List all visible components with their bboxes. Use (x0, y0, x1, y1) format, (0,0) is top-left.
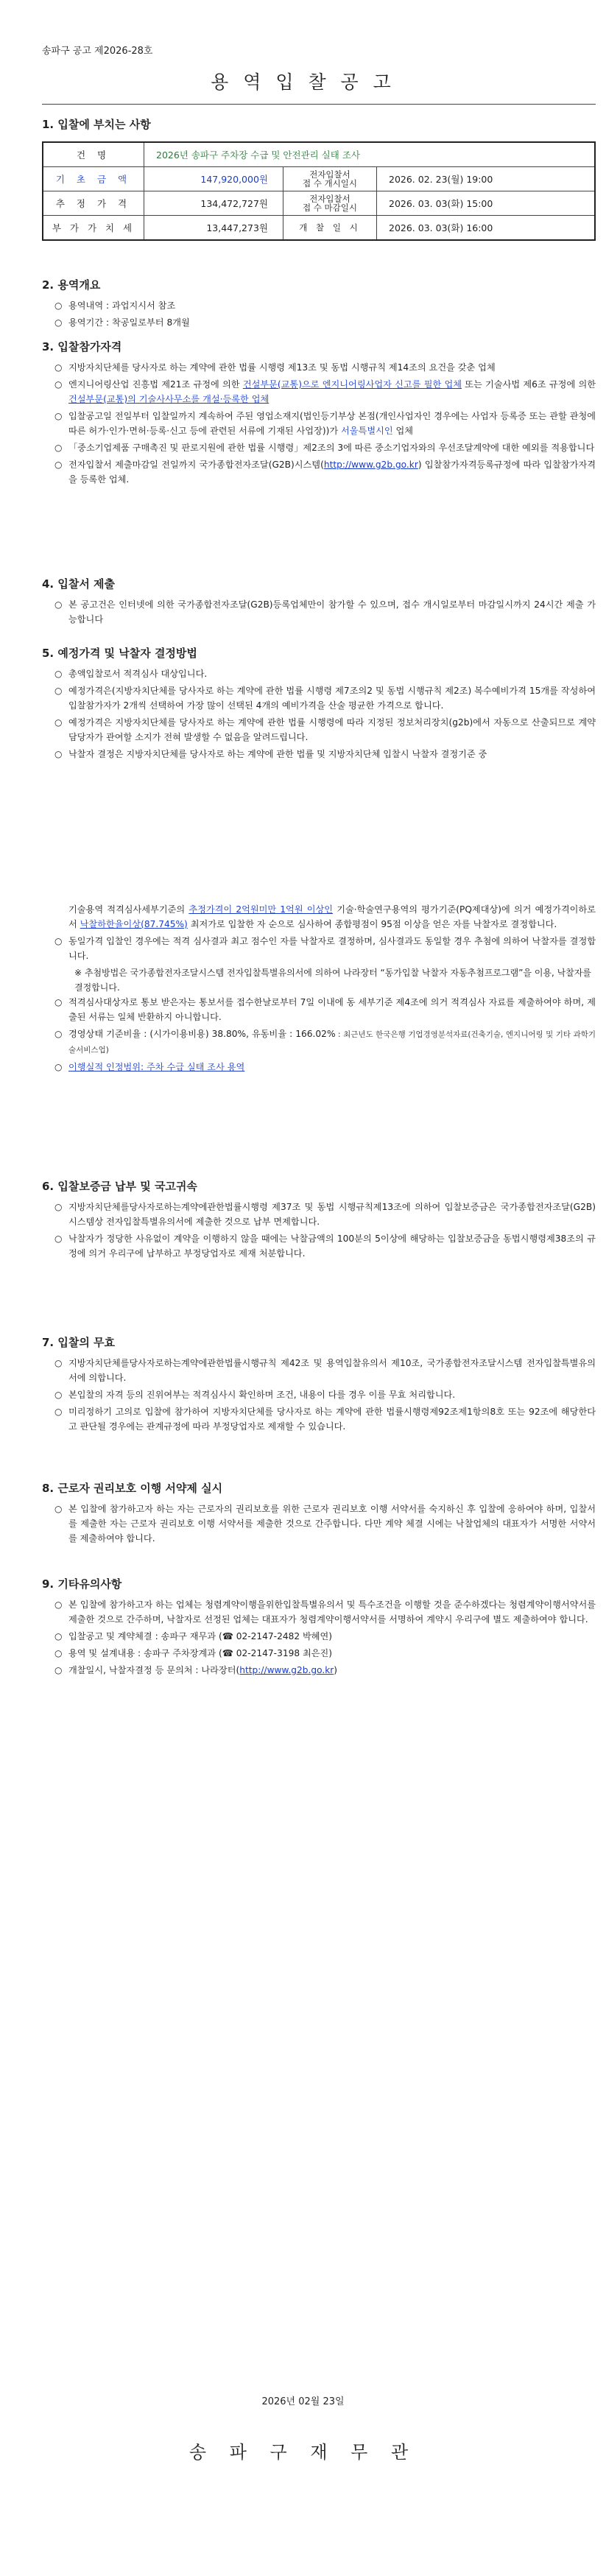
list-item: ○ 경영상태 기준비율 : (시가이용비용) 38.80%, 유동비율 : 166.02% : 최근년도 한국은행 기업경영분석자료(건축기술, 엔지니어링 및 기타 과학기술서비스업) (54, 1029, 596, 1055)
table-label: 전자입찰서 접 수 개시일시 (283, 167, 377, 191)
section-3-heading: 3. 입찰참가자격 (42, 340, 122, 353)
document-title: 용 역 입 찰 공 고 (211, 71, 395, 93)
section-7 (42, 1334, 596, 1436)
table-row (43, 142, 595, 167)
list-item: ○ 전자입찰서 제출마감일 전일까지 국가종합전자조달(G2B)시스템(http://www.g2b.go.kr) 입찰참가자격등록규정에 따라 입찰참가자격을 등록한 업체. (54, 460, 596, 485)
vat-amount: 13,447,273원 (144, 216, 283, 241)
section-6-heading: 6. 입찰보증금 납부 및 국고귀속 (42, 1180, 197, 1193)
list-item: ○ 미리정하기 고의로 입찰에 참가하여 지방자치단체를 당사자로 하는 계약에 관한 법률시행령제92조제1항의8호 또는 92조에 해당한다고 판단될 경우에는 관계규정에 따라 부정당업자로 제재할 수 있습니다. (54, 1407, 596, 1432)
list-item: ○ 낙찰자가 정당한 사유없이 계약을 이행하지 않을 때에는 낙찰금액의 100분의 5이상에 해당하는 입찰보증금을 동법시행령제38조의 규정에 의거 우리구에 납부하고 부정당업자로 제재 처분합니다. (54, 1234, 596, 1259)
g2b-link[interactable]: http://www.g2b.go.kr (323, 460, 418, 470)
section-9 (42, 1576, 596, 1680)
section-2-heading: 2. 용역개요 (42, 278, 101, 292)
list-item: ○ 본 공고건은 인터넷에 의한 국가종합전자조달(G2B)등록업체만이 참가할 수 있으며, 접수 개시일로부터 마감일시까지 24시간 제출 가능합니다 (54, 599, 596, 624)
table-row (43, 167, 595, 191)
list-item: ○ 낙찰자 결정은 지방자치단체를 당사자로 하는 계약에 관한 법률 및 지방자치단체 입찰시 낙찰자 결정기준 중 (54, 749, 487, 759)
section-8-heading: 8. 근로자 권리보호 이행 서약제 실시 (42, 1482, 223, 1495)
section-4 (42, 576, 596, 629)
note: ※ 추첨방법은 국가종합전자조달시스템 전자입찰특별유의서에 의하여 나라장터 “동가입찰 낙찰자 자동추첨프로그램”을 이용, 낙찰자를 결정합니다. (74, 968, 592, 993)
opening-datetime: 2026. 03. 03(화) 16:00 (377, 216, 596, 241)
list-item: ○ 적격심사대상자로 통보 받은자는 통보서를 접수한날로부터 7일 이내에 동 세부기준 제4조에 의거 적격심사 자료를 제출하여야 하며, 제출된 서류는 일체 반환하지 아니합니다. (54, 997, 596, 1022)
section-1-heading: 1. 입찰에 부치는 사항 (42, 118, 151, 131)
list-item: ○ 지방자치단체를 당사자로 하는 계약에 관한 법률 시행령 제13조 및 동법 시행규칙 제14조의 요건을 갖춘 업체 (54, 362, 496, 373)
table-label: 추 정 가 격 (43, 191, 144, 216)
list-item: ○ 입찰공고 및 계약체결 : 송파구 재무과 (☎ 02-2147-2482 박혜연) (54, 1631, 333, 1641)
section-4-heading: 4. 입찰서 제출 (42, 577, 116, 591)
estimated-price: 134,472,727원 (144, 191, 283, 216)
base-amount: 147,920,000원 (144, 167, 283, 191)
table-row (43, 216, 595, 241)
list-item: ○ 이행실적 인정범위: 주차 수급 실태 조사 용역 (54, 1062, 245, 1072)
bid-close-datetime: 2026. 03. 03(화) 15:00 (377, 191, 596, 216)
list-item: ○ 용역내역 : 과업지시서 참조 (54, 300, 176, 311)
section-2 (42, 277, 596, 332)
list-item: ○ 용역기간 : 착공일로부터 8개월 (54, 317, 190, 328)
g2b-link[interactable]: http://www.g2b.go.kr (239, 1665, 334, 1675)
list-item: ○ 총액입찰로서 적격심사 대상입니다. (54, 669, 208, 679)
list-item: ○ 본 입찰에 참가하고자 하는 자는 근로자의 권리보호를 위한 근로자 권리보호 이행 서약서를 숙지하신 후 입찰에 응하여야 하며, 입찰서를 제출한 자는 근로자 권리보호 이행 서약서를 제출한 것으로 간주합니다. 다만 계약 체결 시에는 낙찰업체의 대표자가 서명한 서약서를 제출하여야 합니다. (54, 1504, 596, 1544)
list-item: ○ 지방자치단체를당사자로하는계약에관한법률시행규칙 제42조 및 용역입찰유의서 제10조, 국가종합전자조달시스템 전자입찰특별유의서에 의합니다. (54, 1358, 596, 1383)
section-8 (42, 1480, 596, 1548)
list-item: ○ 지방자치단체를당사자로하는계약에관한법률시행령 제37조 및 동법 시행규칙제13조에 의하여 입찰보증금은 국가종합전자조달(G2B)시스템상 전자입찰특별유의서에 제출한 것으로 납부 면제합니다. (54, 1202, 596, 1227)
section-1 (42, 116, 596, 138)
list-item: ○ 「중소기업제품 구매촉진 및 판로지원에 관한 법률 시행령」제2조의 3에 따른 중소기업자와의 우선조달계약에 대한 예외를 적용합니다 (54, 443, 595, 453)
project-name: 2026년 송파구 주차장 수급 및 안전관리 실태 조사 (144, 142, 596, 167)
table-label: 기 초 금 액 (43, 167, 144, 191)
list-item: ○ 엔지니어링산업 진흥법 제21조 규정에 의한 건설부문(교통)으로 엔지니어링사업자 신고를 필한 업체 또는 기술사법 제6조 규정에 의한 건설부문(교통)의 기술사사무소를 개설·등록한 업체 (54, 379, 596, 404)
section-5 (42, 645, 596, 764)
list-item: ○ 동일가격 입찰인 경우에는 적격 심사결과 최고 점수인 자를 낙찰자로 결정하며, 심사결과도 동일할 경우 추첨에 의하여 낙찰자를 결정합니다. (54, 936, 596, 961)
notice-date: 2026년 02월 23일 (261, 2396, 345, 2407)
bid-info-table (42, 141, 596, 241)
list-item: ○ 입찰공고일 전일부터 입찰일까지 계속하여 주된 영업소재지(법인등기부상 본점(개인사업자인 경우에는 사업자 등록증 또는 관할 관청에 따른 허가·인가·면허·등록·신고 등에 관련된 서류에 기재된 사업장))가 서울특별시인 업체 (54, 411, 596, 436)
section-9-heading: 9. 기타유의사항 (42, 1577, 122, 1591)
section-5-continued (42, 902, 596, 1077)
list-item: ○ 본입찰의 자격 등의 진위여부는 적격심사시 확인하며 조건, 내용이 다를 경우 이를 무효 처리합니다. (54, 1390, 456, 1400)
section-6 (42, 1178, 596, 1263)
list-item: ○ 용역 및 설계내용 : 송파구 주차장계과 (☎ 02-2147-3198 최은진) (54, 1648, 333, 1658)
list-item: ○ 예정가격은 지방자치단체를 당사자로 하는 계약에 관한 법률 시행령에 따라 지정된 정보처리장치(g2b)에서 자동으로 산출되므로 계약담당자가 관여할 소지가 전혀 발생할 수 없음을 알려드립니다. (54, 717, 596, 742)
bid-open-datetime: 2026. 02. 23(월) 19:00 (377, 167, 596, 191)
table-label: 전자입찰서 접 수 마감일시 (283, 191, 377, 216)
section-3 (42, 339, 596, 489)
title-divider (42, 104, 596, 105)
notice-number: 송파구 공고 제2026-28호 (42, 46, 153, 57)
list-item: ○ 예정가격은(지방자치단체를 당사자로 하는 계약에 관한 법률 시행령 제7조의2 및 동법 시행규칙 제2조) 복수예비가격 15개를 작성하여 입찰참가자가 2개씩 선택하여 가장 많이 선택된 4개의 예비가격을 산술 평균한 가격으로 합니다. (54, 686, 596, 711)
table-label: 개 찰 일 시 (283, 216, 377, 241)
list-item: ○ 본 입찰에 참가하고자 하는 업체는 청렴계약이행을위한입찰특별유의서 및 특수조건을 이행할 것을 준수하겠다는 청렴계약이행서약서를 제출한 것으로 간주하며, 낙찰자로 선정된 업체는 대표자가 청렴계약이행서약서를 서명하여 계약시 우리구에 별도 제출하여야 합니다. (54, 1600, 596, 1625)
table-row (43, 191, 595, 216)
table-label: 부 가 가 치 세 (43, 216, 144, 241)
section-7-heading: 7. 입찰의 무효 (42, 1336, 116, 1349)
table-label: 건 명 (43, 142, 144, 167)
section-5-heading: 5. 예정가격 및 낙찰자 결정방법 (42, 647, 197, 660)
issuer-name: 송 파 구 재 무 관 (189, 2442, 417, 2463)
list-item: 기술용역 적격심사세부기준의 추정가격이 2억원미만 1억원 이상인 기술·학술연구용역의 평가기준(PQ제대상)에 의거 예정가격이하로서 낙찰하한율이상(87.745%) 최저가로 입찰한 자 순으로 심사하여 종합평점이 95점 이상을 얻은 자를 낙찰자로 결정합니다. (68, 904, 596, 929)
list-item: ○ 개찰일시, 낙찰자결정 등 문의처 : 나라장터(http://www.g2b.go.kr) (54, 1665, 338, 1675)
